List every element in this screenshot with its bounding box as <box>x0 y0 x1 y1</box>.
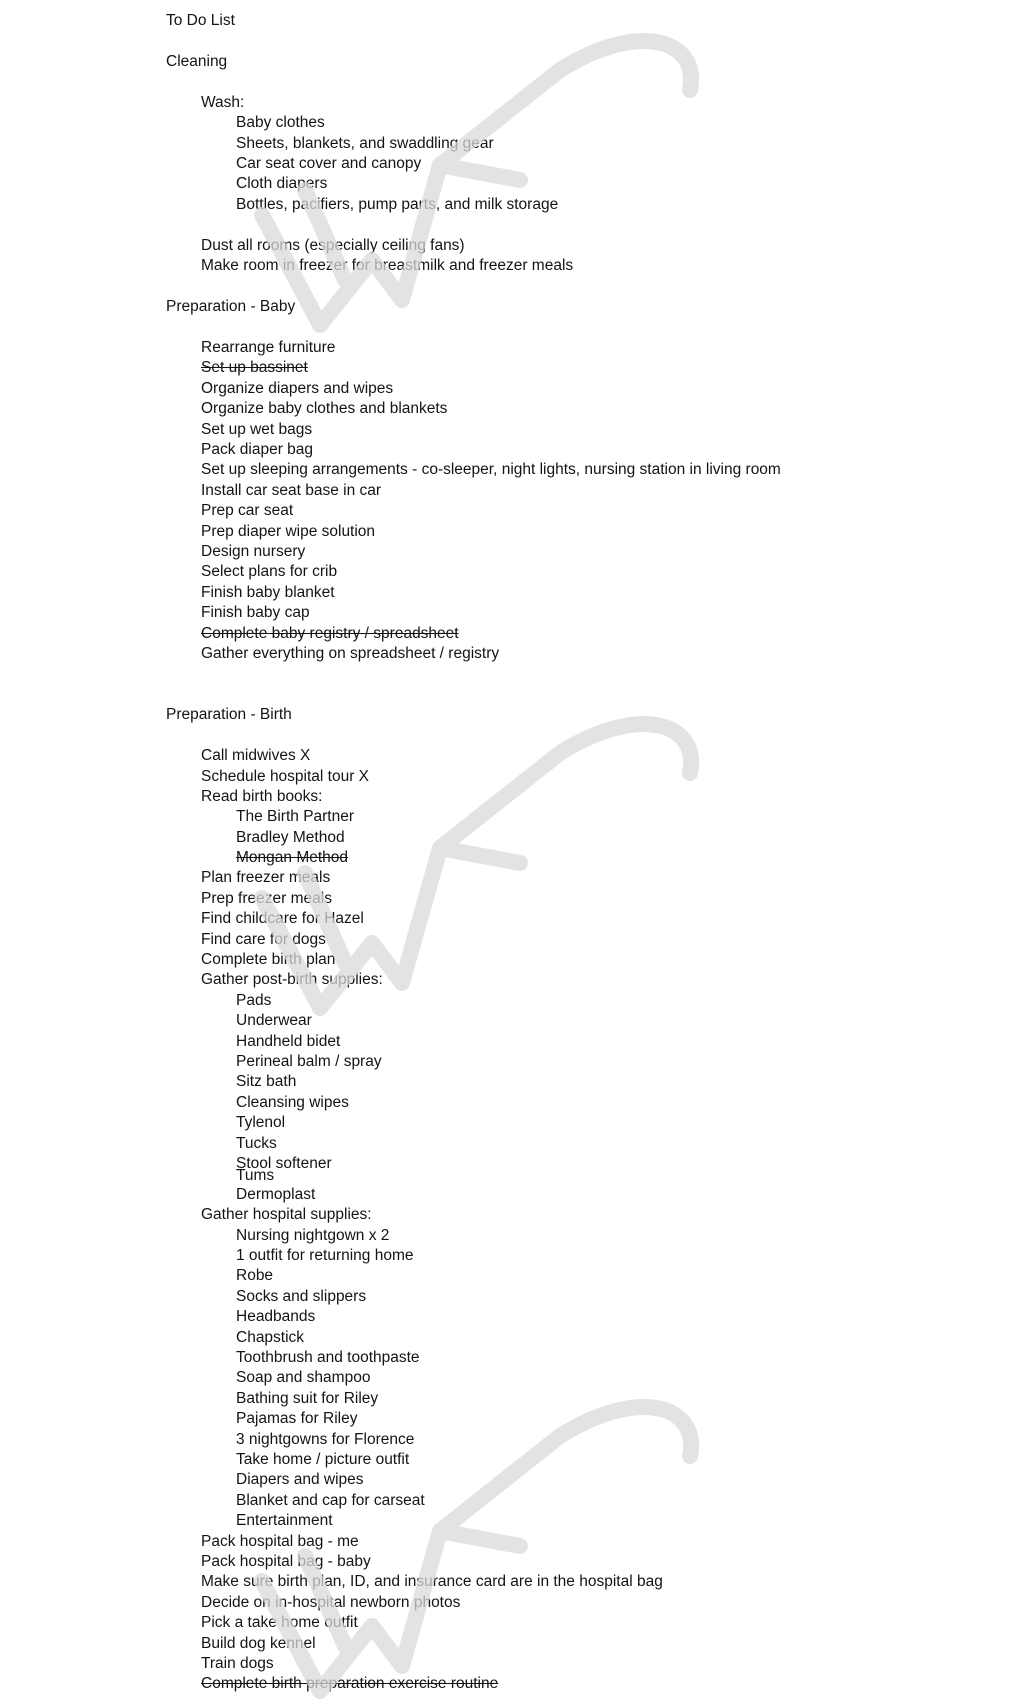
list-item: Build dog kennel <box>201 1635 316 1652</box>
list-item: Set up sleeping arrangements - co-sleeper, night lights, nursing station in living room <box>201 461 781 478</box>
list-item: Stool softener <box>236 1155 332 1172</box>
list-item: Gather everything on spreadsheet / registry <box>201 645 500 662</box>
list-item: Gather hospital supplies: <box>201 1206 372 1223</box>
list-item: Take home / picture outfit <box>236 1451 410 1468</box>
list-item: Select plans for crib <box>201 563 338 580</box>
list-item: Complete baby registry / spreadsheet <box>201 625 459 642</box>
list-item: Read birth books: <box>201 788 323 805</box>
list-item: Sheets, blankets, and swaddling gear <box>236 135 494 152</box>
list-item: Prep freezer meals <box>201 890 332 907</box>
list-item: Make sure birth plan, ID, and insurance card are in the hospital bag <box>201 1573 663 1590</box>
list-item: Underwear <box>236 1012 312 1029</box>
list-item: Organize diapers and wipes <box>201 380 394 397</box>
list-item: Find care for dogs <box>201 931 326 948</box>
list-item: Set up wet bags <box>201 421 313 438</box>
list-item: Mongan Method <box>236 849 349 866</box>
list-item: Pads <box>236 992 272 1009</box>
list-item: Perineal balm / spray <box>236 1053 382 1070</box>
list-item: Rearrange furniture <box>201 339 336 356</box>
list-item: Tucks <box>236 1135 277 1152</box>
list-item: Install car seat base in car <box>201 482 382 499</box>
list-item: Headbands <box>236 1308 316 1325</box>
list-item: Dermoplast <box>236 1186 316 1203</box>
list-item: Robe <box>236 1267 274 1284</box>
list-item: Find childcare for Hazel <box>201 910 364 927</box>
list-item: Prep diaper wipe solution <box>201 523 376 540</box>
list-item: Call midwives X <box>201 747 311 764</box>
list-item: Nursing nightgown x 2 <box>236 1227 390 1244</box>
list-item: Dust all rooms (especially ceiling fans) <box>201 237 465 254</box>
list-item: Toothbrush and toothpaste <box>236 1349 420 1366</box>
list-item: Socks and slippers <box>236 1288 367 1305</box>
list-item: Make room in freezer for breastmilk and freezer meals <box>201 257 574 274</box>
list-item: Chapstick <box>236 1329 305 1346</box>
list-item: Entertainment <box>236 1512 333 1529</box>
list-item: The Birth Partner <box>236 808 355 825</box>
list-item: 3 nightgowns for Florence <box>236 1431 415 1448</box>
list-item: 1 outfit for returning home <box>236 1247 414 1264</box>
list-item: Pack diaper bag <box>201 441 314 458</box>
list-item: Gather post-birth supplies: <box>201 971 383 988</box>
list-item: Bathing suit for Riley <box>236 1390 379 1407</box>
list-item: Complete birth plan <box>201 951 336 968</box>
list-item: Pick a take home outfit <box>201 1614 358 1631</box>
list-item: Wash: <box>201 94 245 111</box>
list-item: Diapers and wipes <box>236 1471 364 1488</box>
list-item: Blanket and cap for carseat <box>236 1492 425 1509</box>
list-item: Complete birth preparation exercise routine <box>201 1675 499 1692</box>
list-item: Finish baby blanket <box>201 584 335 601</box>
list-item: Cleansing wipes <box>236 1094 349 1111</box>
section-heading: Cleaning <box>166 53 228 70</box>
list-item: Bradley Method <box>236 829 345 846</box>
list-item: Bottles, pacifiers, pump parts, and milk storage <box>236 196 559 213</box>
list-item: Finish baby cap <box>201 604 310 621</box>
list-item: Organize baby clothes and blankets <box>201 400 448 417</box>
list-item: Set up bassinet <box>201 359 308 376</box>
list-item: Pajamas for Riley <box>236 1410 358 1427</box>
section-heading: To Do List <box>166 12 235 29</box>
list-item: Baby clothes <box>236 114 325 131</box>
list-item: Train dogs <box>201 1655 274 1672</box>
section-heading: Preparation - Baby <box>166 298 296 315</box>
list-item: Design nursery <box>201 543 306 560</box>
list-item: Tylenol <box>236 1114 286 1131</box>
list-item: Tums <box>236 1167 275 1184</box>
list-item: Plan freezer meals <box>201 869 331 886</box>
list-item: Prep car seat <box>201 502 294 519</box>
list-item: Sitz bath <box>236 1073 297 1090</box>
list-item: Schedule hospital tour X <box>201 768 370 785</box>
list-item: Decide on in-hospital newborn photos <box>201 1594 461 1611</box>
list-item: Handheld bidet <box>236 1033 341 1050</box>
list-item: Pack hospital bag - baby <box>201 1553 371 1570</box>
list-item: Cloth diapers <box>236 175 328 192</box>
section-heading: Preparation - Birth <box>166 706 292 723</box>
list-item: Soap and shampoo <box>236 1369 371 1386</box>
list-item: Pack hospital bag - me <box>201 1533 359 1550</box>
list-item: Car seat cover and canopy <box>236 155 422 172</box>
